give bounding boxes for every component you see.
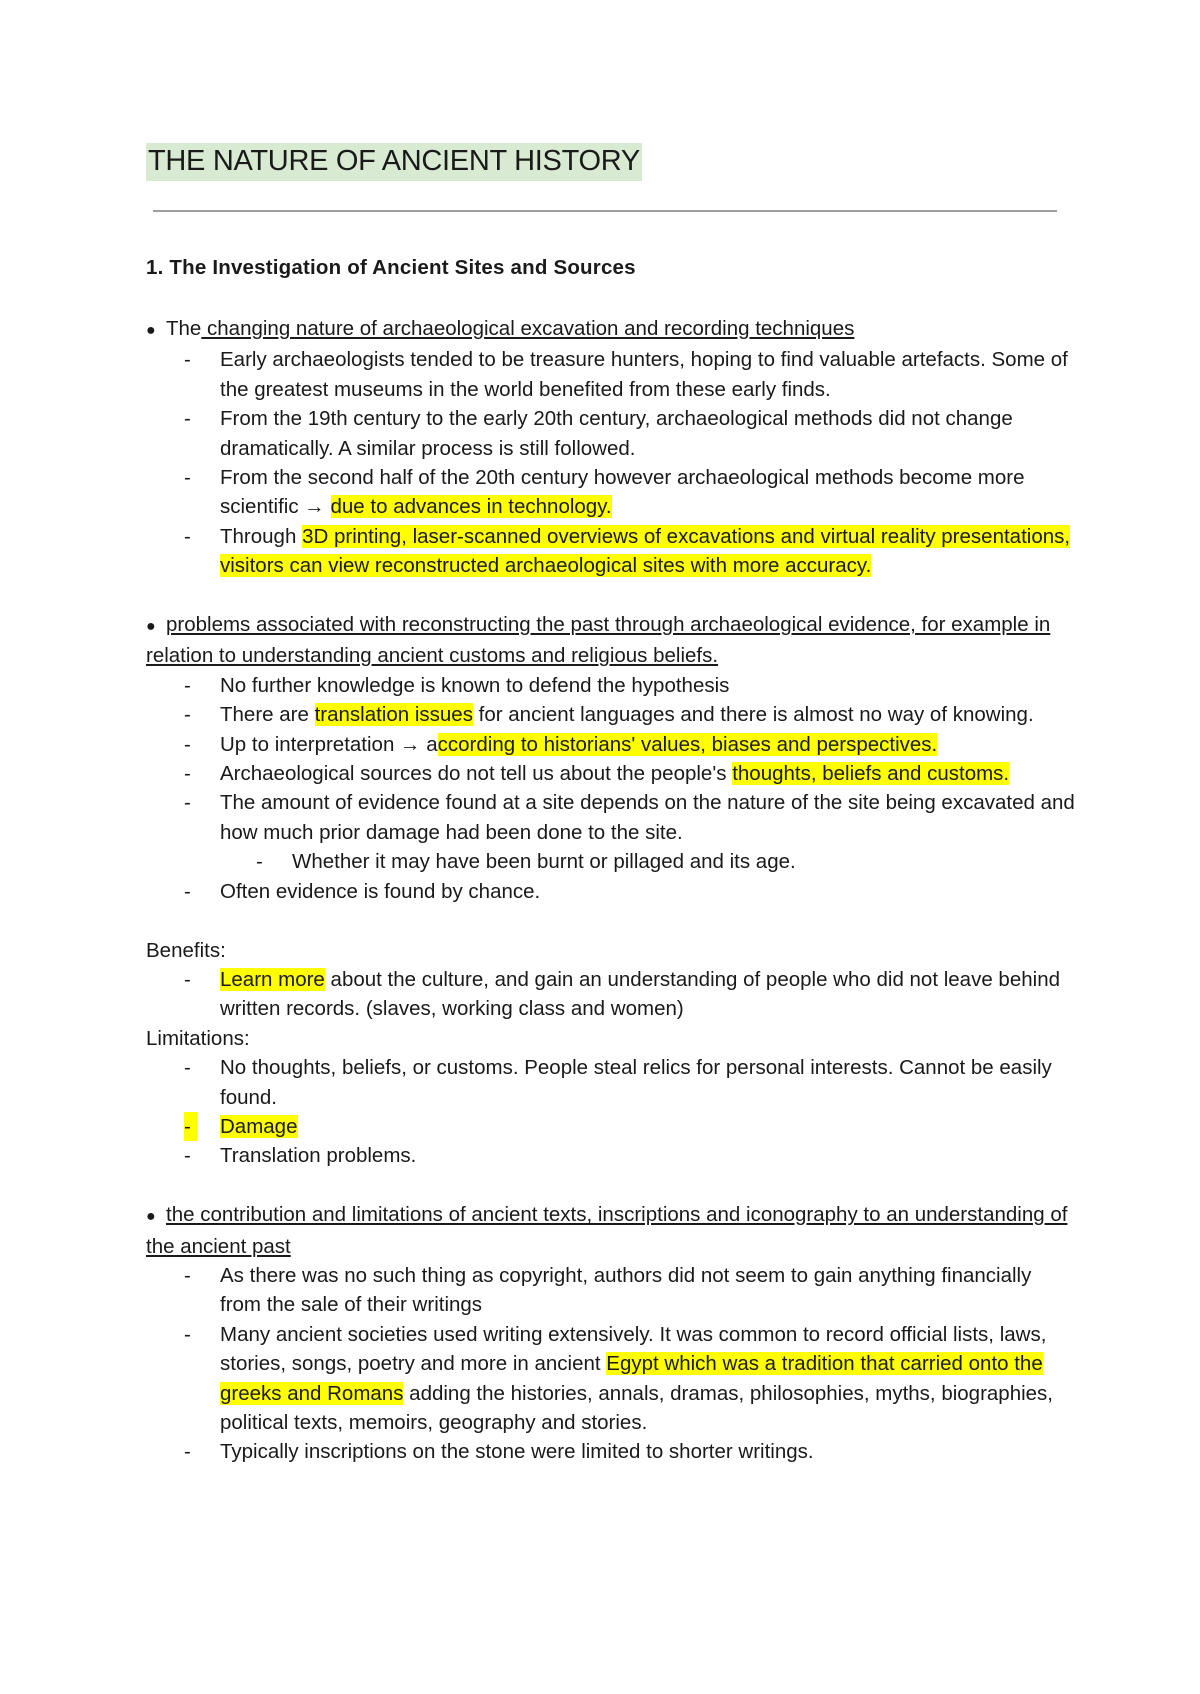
sub-list-item: - Whether it may have been burnt or pillaged and its age. [146, 847, 1076, 876]
topic-heading [146, 314, 1076, 345]
list-item [146, 522, 1076, 581]
list-item [146, 1112, 1076, 1141]
bullet-icon: ● [146, 322, 156, 339]
topic-heading-text: problems associated with reconstructing the past through archaeological evidence, for example in relation to understanding ancient customs and religious beliefs. [146, 613, 1051, 668]
list-item: - As there was no such thing as copyright, authors did not seem to gain anything financially from the sale of their writings [146, 1261, 1076, 1320]
topic-lead: The [166, 317, 202, 340]
topic-heading [146, 610, 1076, 671]
topic2-list-cont [146, 877, 1076, 906]
list-item-text: adding the histories, annals, dramas, philosophies, myths, biographies, political texts, memoirs, geography and stories. [220, 1381, 1054, 1434]
list-item: - Translation problems. [146, 1141, 1076, 1170]
list-item-text: From the second half of the 20th century however archaeological methods become more scientific → [220, 466, 1025, 519]
list-item-text: Many ancient societies used writing extensively. It was common to record official lists, laws, stories, songs, poetry and more in ancient [220, 1322, 1047, 1376]
list-item-text: about the culture, and gain an understanding of people who did not leave behind written records. (slaves, working class and women) [220, 967, 1060, 1021]
benefits-list [146, 965, 1076, 1024]
highlighted-text: Learn more [220, 967, 325, 991]
limitations-list [146, 1053, 1076, 1171]
list-item [146, 404, 1076, 463]
topic-heading-text: the contribution and limitations of ancient texts, inscriptions and iconography to an understanding of the ancient past [146, 1203, 1068, 1258]
list-item [146, 1320, 1076, 1438]
list-item [146, 759, 1076, 788]
highlighted-text: ccording to historians' values, biases and perspectives. [437, 732, 938, 756]
list-item-text: Through [220, 524, 303, 548]
highlighted-text: translation issues [314, 703, 473, 727]
highlighted-text: 3D printing, laser-scanned overviews of excavations and virtual reality presentations, visitors can view reconstructed archaeological sites with more accuracy. [220, 524, 1071, 578]
section-heading: 1. The Investigation of Ancient Sites and Sources [146, 256, 636, 279]
list-item: - Early archaeologists tended to be treasure hunters, hoping to find valuable artefacts. Some of the greatest museums in the world benefited from these early finds. [146, 345, 1076, 404]
limitations-label: Limitations: [146, 1026, 250, 1050]
horizontal-rule [153, 210, 1057, 212]
topic3-list [146, 1261, 1076, 1467]
topic-heading [146, 1200, 1076, 1261]
list-item-text: Archaeological sources do not tell us about the people's [220, 762, 733, 786]
list-item-text: From the 19th century to the early 20th century, archaeological methods did not change dramatically. A similar process is still followed. [220, 407, 1013, 460]
list-item-text: for ancient languages and there is almost no way of knowing. [472, 703, 1034, 727]
list-item-text: There are [220, 703, 315, 727]
bullet-icon: ● [146, 618, 156, 636]
page-title: THE NATURE OF ANCIENT HISTORY [146, 143, 642, 181]
list-item-text: Up to interpretation → a [220, 732, 438, 756]
topic2-list [146, 671, 1076, 847]
list-item [146, 463, 1076, 522]
list-item: - No further knowledge is known to defend the hypothesis [146, 671, 1076, 700]
topic1-list [146, 345, 1076, 580]
list-item [146, 730, 1076, 759]
list-item: - Often evidence is found by chance. [146, 877, 1076, 906]
highlighted-text: Egypt which was a tradition that carried onto the greeks and Romans [220, 1352, 1043, 1405]
list-item: - The amount of evidence found at a site depends on the nature of the site being excavated and how much prior damage had been done to the site. [146, 788, 1076, 847]
document-body [146, 314, 1076, 1467]
bullet-icon: ● [146, 1208, 156, 1226]
highlighted-text: thoughts, beliefs and customs. [732, 762, 1010, 786]
list-item [146, 700, 1076, 729]
highlighted-text: due to advances in technology. [330, 495, 612, 519]
highlighted-text: Damage [220, 1114, 298, 1138]
topic2-sublist [146, 847, 1076, 876]
benefits-label: Benefits: [146, 938, 226, 962]
list-item: - Typically inscriptions on the stone were limited to shorter writings. [146, 1437, 1076, 1466]
topic-heading-text: changing nature of archaeological excavation and recording techniques [201, 317, 855, 340]
list-item [146, 965, 1076, 1024]
list-item: - No thoughts, beliefs, or customs. People steal relics for personal interests. Cannot be easily found. [146, 1053, 1076, 1112]
